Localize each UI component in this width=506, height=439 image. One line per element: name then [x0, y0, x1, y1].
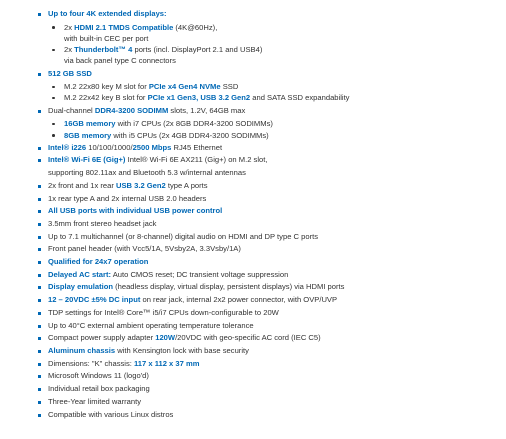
highlighted-text: Display emulation	[48, 282, 113, 292]
spec-subline	[64, 33, 506, 44]
spec-text: (headless display, virtual display, persistent displays) via HDMI ports	[113, 282, 345, 292]
highlighted-text: Qualified for 24x7 operation	[48, 257, 149, 267]
spec-item	[0, 180, 506, 193]
spec-item	[0, 345, 506, 358]
spec-text: SSD	[220, 82, 239, 92]
spec-text: Microsoft Windows 11 (logo'd)	[48, 371, 149, 381]
spec-text: type A ports	[165, 180, 208, 190]
spec-subline	[64, 44, 506, 55]
spec-text: Auto CMOS reset; DC transient voltage suppression	[111, 269, 289, 279]
spec-line	[48, 105, 506, 118]
spec-text: Up to 7.1 multichannel (or 8-channel) digital audio on HDMI and DP type C ports	[48, 231, 319, 241]
spec-item	[0, 294, 506, 307]
spec-text: Dimensions: "K" chassis:	[48, 358, 134, 368]
spec-item	[0, 256, 506, 269]
spec-line	[48, 68, 506, 81]
spec-item	[0, 332, 506, 345]
spec-item	[0, 281, 506, 294]
spec-item	[0, 142, 506, 155]
spec-line	[48, 307, 506, 320]
highlighted-text: Aluminum chassis	[48, 345, 116, 355]
spec-line	[48, 281, 506, 294]
spec-text: M.2 22x42 key B slot for	[64, 93, 148, 103]
spec-line	[48, 294, 506, 307]
spec-subline	[64, 92, 506, 103]
spec-text: TDP settings for Intel® Core™ i5/i7 CPUs down-configurable to 20W	[48, 307, 279, 317]
spec-line	[48, 154, 506, 167]
spec-line	[48, 142, 506, 155]
highlighted-text: 512 GB SSD	[48, 68, 92, 78]
spec-item	[0, 193, 506, 206]
spec-line-continued	[48, 167, 506, 180]
spec-text: Dual-channel	[48, 105, 95, 115]
highlighted-text: All USB ports with individual USB power control	[48, 206, 223, 216]
spec-list	[0, 8, 506, 421]
spec-item	[0, 205, 506, 218]
highlighted-text: 2500 Mbps	[132, 142, 172, 152]
spec-text: 2x	[64, 22, 75, 32]
spec-text: Compact power supply adapter	[48, 333, 156, 343]
spec-item	[0, 409, 506, 422]
spec-sublist	[48, 118, 506, 140]
spec-text: Three-Year limited warranty	[48, 396, 141, 406]
spec-subitem	[0, 130, 506, 141]
spec-text: 1x rear type A and 2x internal USB 2.0 headers	[48, 193, 207, 203]
spec-item	[0, 8, 506, 67]
spec-item	[0, 243, 506, 256]
spec-subline	[64, 130, 506, 141]
spec-subline	[64, 55, 506, 66]
spec-subitem	[0, 92, 506, 103]
spec-subline	[64, 81, 506, 92]
highlighted-text: Intel® i226	[48, 142, 87, 152]
spec-item	[0, 231, 506, 244]
spec-line	[48, 180, 506, 193]
highlighted-text: 16GB memory	[64, 119, 116, 129]
spec-item	[0, 396, 506, 409]
spec-line	[48, 218, 506, 231]
spec-text: and SATA SSD expandability	[250, 93, 350, 103]
spec-line	[48, 193, 506, 206]
spec-text: Individual retail box packaging	[48, 384, 150, 394]
spec-item	[0, 358, 506, 371]
spec-item	[0, 307, 506, 320]
spec-line	[48, 396, 506, 409]
spec-subitem	[0, 81, 506, 92]
spec-line	[48, 8, 506, 21]
highlighted-text: 117 x 112 x 37 mm	[134, 358, 200, 368]
spec-line	[48, 269, 506, 282]
spec-text: Front panel header (with Vcc5/1A, 5Vsby2A, 3.3Vsby/1A)	[48, 244, 241, 254]
spec-text: with built-in CEC per port	[64, 33, 149, 43]
spec-text: /20VDC with geo-specific AC cord (IEC C5)	[175, 333, 321, 343]
spec-text: 2x	[64, 45, 75, 55]
spec-line	[48, 358, 506, 371]
highlighted-text: Delayed AC start:	[48, 269, 112, 279]
highlighted-text: PCIe x1 Gen3, USB 3.2 Gen2	[147, 93, 251, 103]
spec-text: 10/100/1000/	[86, 142, 133, 152]
spec-subline	[64, 22, 506, 33]
highlighted-text: 12 – 20VDC ±5% DC input	[48, 295, 141, 305]
spec-text: supporting 802.11ax and Bluetooth 5.3 w/internal antennas	[48, 168, 246, 178]
spec-subitem	[0, 44, 506, 66]
spec-text: Intel® Wi-Fi 6E AX211 (Gig+) on M.2 slot,	[125, 155, 268, 165]
spec-item	[0, 383, 506, 396]
highlighted-text: Intel® Wi-Fi 6E (Gig+)	[48, 155, 126, 165]
spec-sublist	[48, 22, 506, 67]
highlighted-text: USB 3.2 Gen2	[115, 180, 166, 190]
spec-subitem	[0, 118, 506, 129]
spec-line	[48, 320, 506, 333]
highlighted-text: PCIe x4 Gen4 NVMe	[148, 82, 221, 92]
highlighted-text: 8GB memory	[64, 130, 112, 140]
highlighted-text: Up to four 4K extended displays:	[48, 9, 167, 18]
spec-line	[48, 409, 506, 422]
spec-item	[0, 320, 506, 333]
spec-text: on rear jack, internal 2x2 power connector, with OVP/UVP	[140, 295, 338, 305]
spec-item	[0, 370, 506, 383]
spec-text: via back panel type C connectors	[64, 56, 176, 66]
spec-item	[0, 218, 506, 231]
spec-text: Compatible with various Linux distros	[48, 409, 174, 419]
spec-text: with i7 CPUs (2x 8GB DDR4-3200 SODIMMs)	[115, 119, 273, 129]
spec-line	[48, 345, 506, 358]
spec-text: ports (incl. DisplayPort 2.1 and USB4)	[132, 45, 263, 55]
spec-text: (4K@60Hz),	[173, 22, 218, 32]
spec-subline	[64, 118, 506, 129]
spec-item	[0, 105, 506, 141]
highlighted-text: HDMI 2.1 TMDS Compatible	[74, 22, 174, 32]
spec-text: 3.5mm front stereo headset jack	[48, 218, 157, 228]
spec-text: 2x front and 1x rear	[48, 180, 116, 190]
spec-text: with i5 CPUs (2x 4GB DDR4-3200 SODIMMs)	[111, 130, 269, 140]
spec-line	[48, 205, 506, 218]
spec-text: M.2 22x80 key M slot for	[64, 82, 149, 92]
spec-line	[48, 383, 506, 396]
spec-line	[48, 332, 506, 345]
spec-text: with Kensington lock with base security	[115, 345, 249, 355]
spec-line	[48, 256, 506, 269]
spec-text: Up to 40°C external ambient operating temperature tolerance	[48, 320, 254, 330]
spec-line	[48, 243, 506, 256]
spec-line	[48, 370, 506, 383]
spec-sublist	[48, 81, 506, 103]
highlighted-text: Thunderbolt™ 4	[74, 45, 133, 55]
highlighted-text: 120W	[155, 333, 176, 343]
spec-text: slots, 1.2V, 64GB max	[168, 105, 246, 115]
spec-item	[0, 269, 506, 282]
highlighted-text: DDR4-3200 SODIMM	[94, 105, 169, 115]
spec-subitem	[0, 22, 506, 44]
spec-text: RJ45 Ethernet	[171, 142, 223, 152]
spec-line	[48, 231, 506, 244]
spec-item	[0, 68, 506, 104]
spec-item	[0, 154, 506, 179]
